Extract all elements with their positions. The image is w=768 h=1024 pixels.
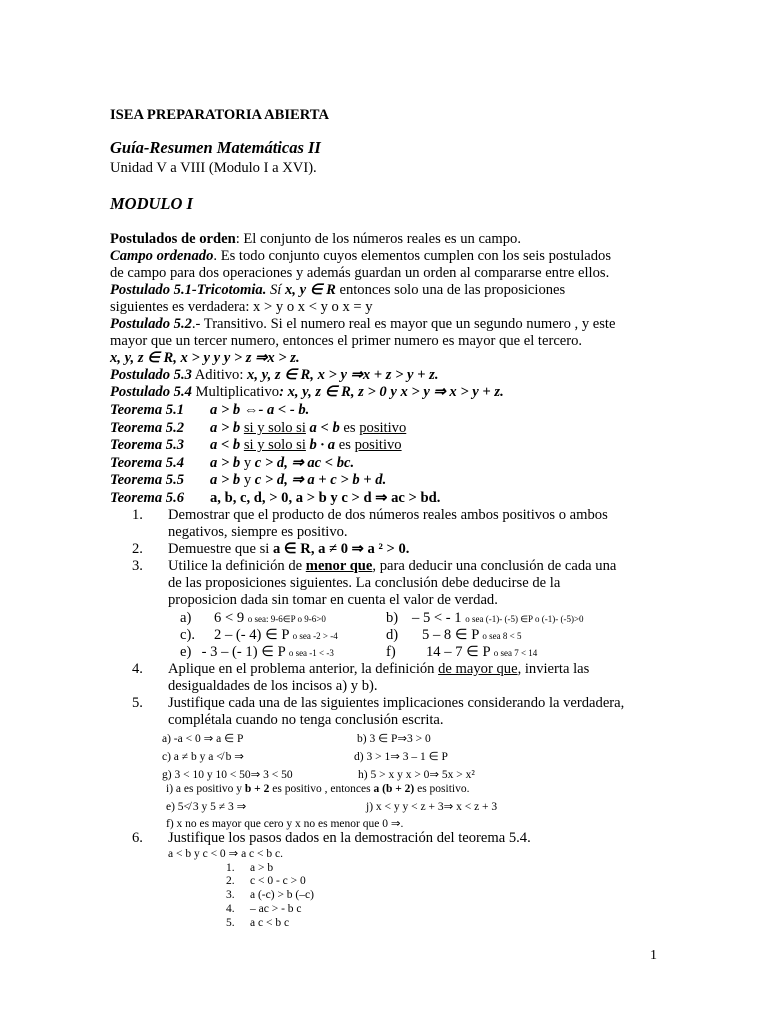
text: es positivo. <box>414 783 470 795</box>
exercise-5: Justifique cada una de las siguientes implicaciones considerando la verdadera, <box>168 695 625 711</box>
proof-step <box>226 888 314 902</box>
text: Sí <box>266 282 285 298</box>
expression: a (b + 2) <box>373 783 415 795</box>
step-number: 3. <box>226 889 235 901</box>
step-text: a (-c) > b (–c) <box>250 889 314 901</box>
note: o sea: 9-6∈P o 9-6>0 <box>247 614 326 624</box>
sub-item-h: h) 5 > x y x > 0⇒ 5x > x² <box>358 769 475 781</box>
theorem-statement: c > d, ⇒ a + c > b + d. <box>251 472 387 488</box>
exercise-6-statement: a < b y c < 0 ⇒ a c < b c. <box>168 848 283 860</box>
item-number: 6. <box>132 830 143 846</box>
paragraph-line: de campo para dos operaciones y además guardan un orden al compararse entre ellos. <box>110 265 610 281</box>
postulate-5-2 <box>110 316 615 333</box>
expression: 2 – (- 4) ∈ P <box>214 627 293 643</box>
page-number: 1 <box>650 948 657 963</box>
theorem-label: Teorema 5.5 <box>110 472 185 488</box>
label: a) <box>180 610 192 626</box>
text: Demuestre que si <box>168 541 273 557</box>
paragraph-line: mayor que un tercer numero, entonces el primer numero es mayor que el tercero. <box>110 333 583 349</box>
theorem-connector: si y solo si <box>243 420 306 436</box>
text: es <box>338 437 355 453</box>
sub-item-e <box>180 644 334 662</box>
label: b) <box>386 610 399 626</box>
term: Postulado 5.1-Tricotomia. <box>110 282 267 298</box>
expression: – 5 < - 1 <box>412 610 466 626</box>
note: o sea (-1)- (-5) ∈P o (-1)- (-5)>0 <box>465 614 584 624</box>
sub-item-c <box>180 627 338 645</box>
note: o sea 8 < 5 <box>482 631 522 641</box>
postulate-5-3 <box>110 367 438 384</box>
theorem-5-4 <box>110 455 354 472</box>
item-number: 2. <box>132 541 143 557</box>
paragraph-order-postulates <box>110 231 521 248</box>
label: c). <box>180 627 195 643</box>
term: Postulado 5.3 <box>110 367 192 383</box>
sub-item-f: f) x no es mayor que cero y x no es menor que 0 ⇒. <box>166 818 404 830</box>
expression: 6 < 9 <box>214 610 248 626</box>
step-number: 4. <box>226 903 235 915</box>
sub-item-d: d) 3 > 1⇒ 3 – 1 ∈ P <box>354 751 448 763</box>
sub-item-a: a) -a < 0 ⇒ a ∈ P <box>162 733 244 745</box>
text: : El conjunto de los números reales es un campo. <box>235 231 522 247</box>
theorem-5-6 <box>110 490 440 507</box>
expression: a ∈ R, a ≠ 0 ⇒ a ² > 0. <box>272 541 410 557</box>
institution-title: ISEA PREPARATORIA ABIERTA <box>110 107 329 123</box>
expression: : x, y, z ∈ R, z > 0 y x > y ⇒ x > y + z. <box>279 384 504 400</box>
item-number: 4. <box>132 661 143 677</box>
theorem-5-1 <box>110 402 309 419</box>
text: es positivo , entonces <box>269 783 374 795</box>
text: , invierta las <box>517 661 590 677</box>
term: Postulado 5.4 <box>110 384 192 400</box>
theorem-label: Teorema 5.3 <box>110 437 185 453</box>
theorem-keyword: positivo <box>359 420 407 436</box>
sub-item-e: e) 5≮ 3 y 5 ≠ 3 ⇒ <box>166 801 247 813</box>
step-text: a > b <box>250 862 274 874</box>
note: o sea 7 < 14 <box>493 648 538 658</box>
sub-item-i <box>166 782 469 796</box>
sub-item-b: b) 3 ∈ P⇒3 > 0 <box>357 733 431 745</box>
theorem-statement: a, b, c, d, > 0, a > b y c > d ⇒ ac > bd. <box>210 490 441 506</box>
text: i) a es positivo y <box>166 783 245 795</box>
step-number: 5. <box>226 917 235 929</box>
units-subtitle: Unidad V a VIII (Modulo I a XVI). <box>110 160 317 176</box>
exercise-3-cont: proposicion dada sin tomar en cuenta el valor de verdad. <box>168 592 498 608</box>
label: f) <box>386 644 396 660</box>
item-number: 1. <box>132 507 143 523</box>
text: Multiplicativo <box>191 384 280 400</box>
theorem-label: Teorema 5.6 <box>110 490 185 506</box>
exercise-6: Justifique los pasos dados en la demostración del teorema 5.4. <box>168 830 531 846</box>
step-text: c < 0 - c > 0 <box>250 875 306 887</box>
item-number: 3. <box>132 558 143 574</box>
exercise-4-cont: desigualdades de los incisos a) y b). <box>168 678 378 694</box>
module-title: MODULO I <box>110 194 193 213</box>
step-text: a c < b c <box>250 917 290 929</box>
keyword: menor que <box>305 558 373 574</box>
theorem-statement: a > b <box>210 420 244 436</box>
expression: x, y, z ∈ R, x > y y y > z ⇒x > z. <box>110 350 300 366</box>
step-text: – ac > - b c <box>250 903 302 915</box>
expression: x, y, z ∈ R, x > y ⇒x + z > y + z. <box>247 367 439 383</box>
proof-step <box>226 902 302 916</box>
proof-step <box>226 916 289 930</box>
paragraph-ordered-field <box>110 248 611 265</box>
theorem-statement: a > b <box>210 472 244 488</box>
theorem-statement: a > b ⇔- a < - b. <box>210 402 310 418</box>
item-number: 5. <box>132 695 143 711</box>
term: Postulados de orden <box>110 231 236 247</box>
sub-item-j: j) x < y y < z + 3⇒ x < z + 3 <box>366 801 498 813</box>
postulate-5-4 <box>110 384 504 401</box>
theorem-statement: a > b <box>210 455 244 471</box>
postulate-5-1 <box>110 282 565 299</box>
theorem-connector: si y solo si <box>243 437 306 453</box>
text: . Es todo conjunto cuyos elementos cumplen con los seis postulados <box>213 248 612 264</box>
theorem-label: Teorema 5.2 <box>110 420 185 436</box>
sub-item-c: c) a ≠ b y a ≮ b ⇒ <box>162 751 244 763</box>
note: o sea -2 > -4 <box>292 631 338 641</box>
keyword: de mayor que <box>438 661 518 677</box>
sub-item-g: g) 3 < 10 y 10 < 50⇒ 3 < 50 <box>162 769 293 781</box>
expression: 5 – 8 ∈ P <box>422 627 483 643</box>
theorem-connector: y <box>243 455 252 471</box>
paragraph-line: siguientes es verdadera: x > y o x < y o x = y <box>110 299 373 315</box>
proof-step <box>226 874 306 888</box>
text: Aplique en el problema anterior, la definición <box>168 661 439 677</box>
theorem-statement: c > d, ⇒ ac < bc. <box>251 455 355 471</box>
text: , para deducir una conclusión de cada una <box>372 558 617 574</box>
expression: b + 2 <box>244 783 270 795</box>
theorem-5-3 <box>110 437 402 454</box>
exercise-1-cont: negativos, siempre es positivo. <box>168 524 348 540</box>
term: Postulado 5.2 <box>110 316 192 332</box>
expression: 14 – 7 ∈ P <box>426 644 494 660</box>
label: d) <box>386 627 399 643</box>
proof-step <box>226 861 273 875</box>
step-number: 1. <box>226 862 235 874</box>
text: .- Transitivo. Si el numero real es mayor que un segundo numero , y este <box>191 316 616 332</box>
exercise-3 <box>168 558 616 575</box>
sub-item-f <box>386 644 537 662</box>
text: es <box>343 420 360 436</box>
term: Campo ordenado <box>110 248 214 264</box>
theorem-label: Teorema 5.4 <box>110 455 185 471</box>
expression: - 3 – (- 1) ∈ P <box>198 644 289 660</box>
exercise-5-cont: complétala cuando no tenga conclusión escrita. <box>168 712 444 728</box>
step-number: 2. <box>226 875 235 887</box>
theorem-keyword: positivo <box>354 437 402 453</box>
expression: x, y ∈ R <box>285 282 340 298</box>
exercise-3-cont: de las proposiciones siguientes. La conclusión debe deducirse de la <box>168 575 561 591</box>
text: Aditivo: <box>191 367 248 383</box>
theorem-5-2 <box>110 420 406 437</box>
theorem-statement: b · a <box>305 437 339 453</box>
sub-item-b <box>386 610 584 628</box>
theorem-statement: a < b <box>305 420 344 436</box>
theorem-label: Teorema 5.1 <box>110 402 185 418</box>
exercise-4 <box>168 661 589 678</box>
exercise-1: Demostrar que el producto de dos números reales ambos positivos o ambos <box>168 507 608 523</box>
text: entonces solo una de las proposiciones <box>339 282 566 298</box>
sub-item-d <box>386 627 522 645</box>
theorem-connector: y <box>243 472 252 488</box>
text: Utilice la definición de <box>168 558 306 574</box>
exercise-2 <box>168 541 409 558</box>
label: e) <box>180 644 192 660</box>
theorem-5-5 <box>110 472 386 489</box>
guide-title: Guía-Resumen Matemáticas II <box>110 138 321 157</box>
theorem-statement: a < b <box>210 437 244 453</box>
note: o sea -1 < -3 <box>288 648 334 658</box>
sub-item-a <box>180 610 326 628</box>
